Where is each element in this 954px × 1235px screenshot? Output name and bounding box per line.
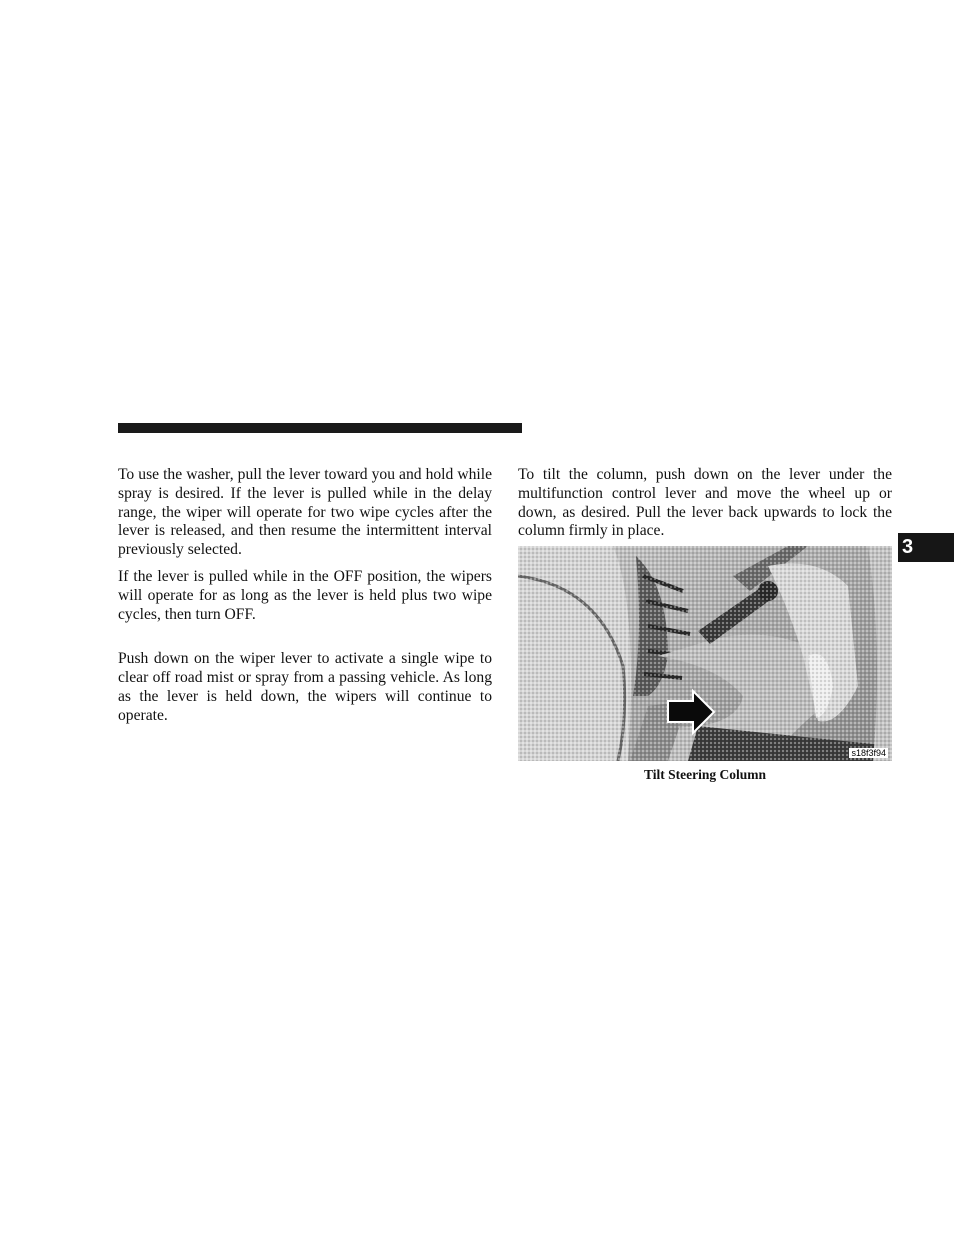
- single-wipe-paragraph: Push down on the wiper lever to activate a single wipe to clear off road mist or spray from a passing vehicle. As long as the lever is held down, the wipers will continue to operate.: [118, 650, 492, 724]
- tilt-steering-column-illustration: [518, 546, 892, 761]
- chapter-number-tab: 3: [898, 533, 954, 562]
- off-position-paragraph: If the lever is pulled while in the OFF position, the wipers will operate for as long as the lever is held plus two wipe cycles, then turn OFF.: [118, 567, 492, 623]
- figure-caption: Tilt Steering Column: [643, 767, 766, 782]
- tilt-column-paragraph: To tilt the column, push down on the lever under the multifunction control lever and move the wheel up or down, as desired. Pull the lever back upwards to lock the column firmly in place.: [518, 466, 892, 540]
- left-text-column: [118, 466, 492, 726]
- section-divider-bar: [118, 423, 522, 433]
- right-text-column: [518, 466, 892, 541]
- washer-paragraph: To use the washer, pull the lever toward you and hold while spray is desired. If the lever is pulled while in the delay range, the wiper will operate for two wipe cycles after the lever is released, and then resume the intermittent interval previously selected.: [118, 466, 492, 559]
- figure-code-label: s18f3f94: [851, 748, 886, 758]
